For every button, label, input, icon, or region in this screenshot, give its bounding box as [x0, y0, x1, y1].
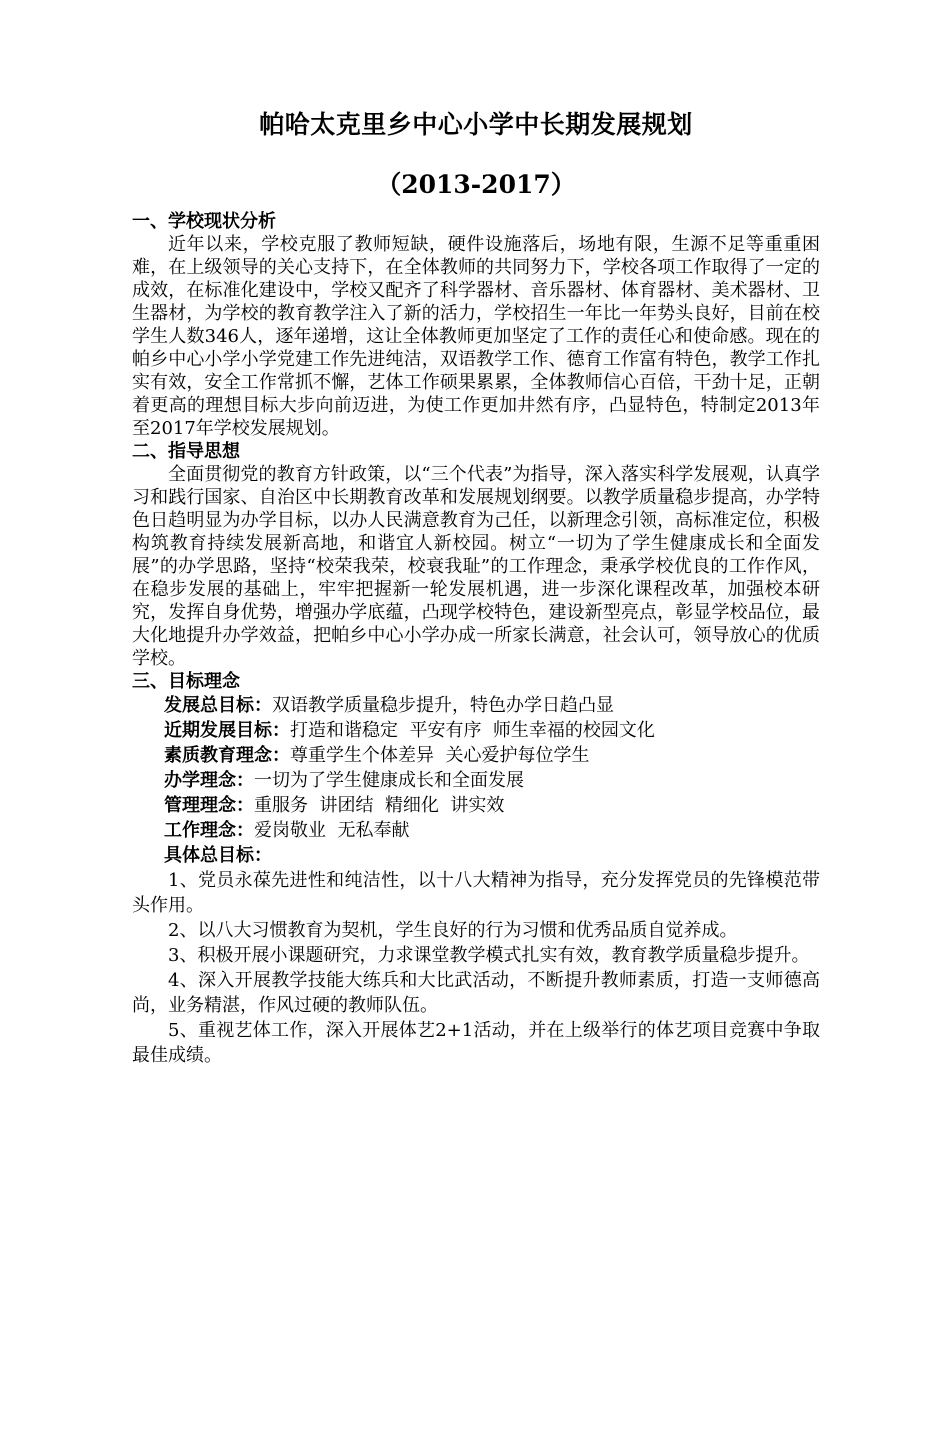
goal-item	[132, 818, 820, 843]
specific-goal-item: 2、以八大习惯教育为契机，学生良好的行为习惯和优秀品质自觉养成。	[168, 920, 738, 941]
specific-goal-item: 5、重视艺体工作，深入开展体艺2+1活动，并在上级举行的体艺项目竞赛中争取最佳成绩。	[132, 1020, 820, 1066]
specific-goals-heading: 具体总目标：	[164, 845, 272, 866]
specific-goal-item: 1、党员永葆先进性和纯洁性，以十八大精神为指导，充分发挥党员的先锋模范带头作用。	[132, 870, 820, 916]
goal-item-key: 办学理念：	[164, 770, 254, 791]
specific-goal-item: 3、积极开展小课题研究，力求课堂教学模式扎实有效，教育教学质量稳步提升。	[168, 945, 810, 966]
section-heading: 三、目标理念	[132, 671, 240, 692]
goal-item-key: 近期发展目标：	[164, 720, 290, 741]
goal-item-value: 爱岗敬业 无私奉献	[254, 820, 410, 841]
section-current-status	[132, 210, 820, 440]
document-subtitle: （2013-2017）	[376, 170, 576, 199]
goal-item	[132, 768, 820, 793]
goal-item-value: 打造和谐稳定 平安有序 师生幸福的校园文化	[290, 720, 655, 741]
goal-item-value: 双语教学质量稳步提升，特色办学日趋凸显	[272, 695, 614, 716]
goal-item-value: 尊重学生个体差异 关心爱护每位学生	[290, 745, 590, 766]
specific-goal-item: 4、深入开展教学技能大练兵和大比武活动，不断提升教师素质，打造一支师德高尚，业务精湛，作风过硬的教师队伍。	[132, 970, 820, 1016]
goal-item-value: 重服务 讲团结 精细化 讲实效	[254, 795, 505, 816]
goal-item-key: 素质教育理念：	[164, 745, 290, 766]
goal-item	[132, 718, 820, 743]
section-heading: 二、指导思想	[132, 441, 240, 462]
goal-item-value: 一切为了学生健康成长和全面发展	[254, 770, 524, 791]
goal-item	[132, 693, 820, 718]
section-paragraph: 全面贯彻党的教育方针政策，以“三个代表”为指导，深入落实科学发展观，认真学习和践行国家、自治区中长期教育改革和发展规划纲要。以教学质量稳步提高，办学特色日趋明显为办学目标，以办人民满意教育为己任，以新理念引领，高标准定位，积极构筑教育持续发展新高地，和谐宜人新校园。树立“一切为了学生健康成长和全面发展”的办学思路，坚持“校荣我荣，校衰我耻”的工作理念，秉承学校优良的工作作风，在稳步发展的基础上，牢牢把握新一轮发展机遇，进一步深化课程改革，加强校本研究，发挥自身优势，增强办学底蕴，凸现学校特色，建设新型亮点，彰显学校品位，最大化地提升办学效益，把帕乡中心小学办成一所家长满意，社会认可，领导放心的优质学校。	[132, 464, 820, 669]
section-goals-philosophy	[132, 670, 820, 1068]
section-heading: 一、学校现状分析	[132, 211, 276, 232]
goal-item	[132, 793, 820, 818]
section-guiding-ideology	[132, 440, 820, 670]
section-paragraph: 近年以来，学校克服了教师短缺，硬件设施落后，场地有限，生源不足等重重困难，在上级领导的关心支持下，在全体教师的共同努力下，学校各项工作取得了一定的成效，在标准化建设中，学校又配齐了科学器材、音乐器材、体育器材、美术器材、卫生器材，为学校的教育教学注入了新的活力，学校招生一年比一年势头良好，目前在校学生人数346人，逐年递增，这让全体教师更加坚定了工作的责任心和使命感。现在的帕乡中心小学小学党建工作先进纯洁，双语教学工作、德育工作富有特色，教学工作扎实有效，安全工作常抓不懈，艺体工作硕果累累，全体教师信心百倍，干劲十足，正朝着更高的理想目标大步向前迈进，为使工作更加井然有序，凸显特色，特制定2013年至2017年学校发展规划。	[132, 234, 820, 439]
goal-item-key: 发展总目标：	[164, 695, 272, 716]
document-page	[0, 108, 950, 1452]
goal-item	[132, 743, 820, 768]
goal-item-key: 工作理念：	[164, 820, 254, 841]
document-title: 帕哈太克里乡中心小学中长期发展规划	[259, 110, 693, 139]
goal-item-key: 管理理念：	[164, 795, 254, 816]
